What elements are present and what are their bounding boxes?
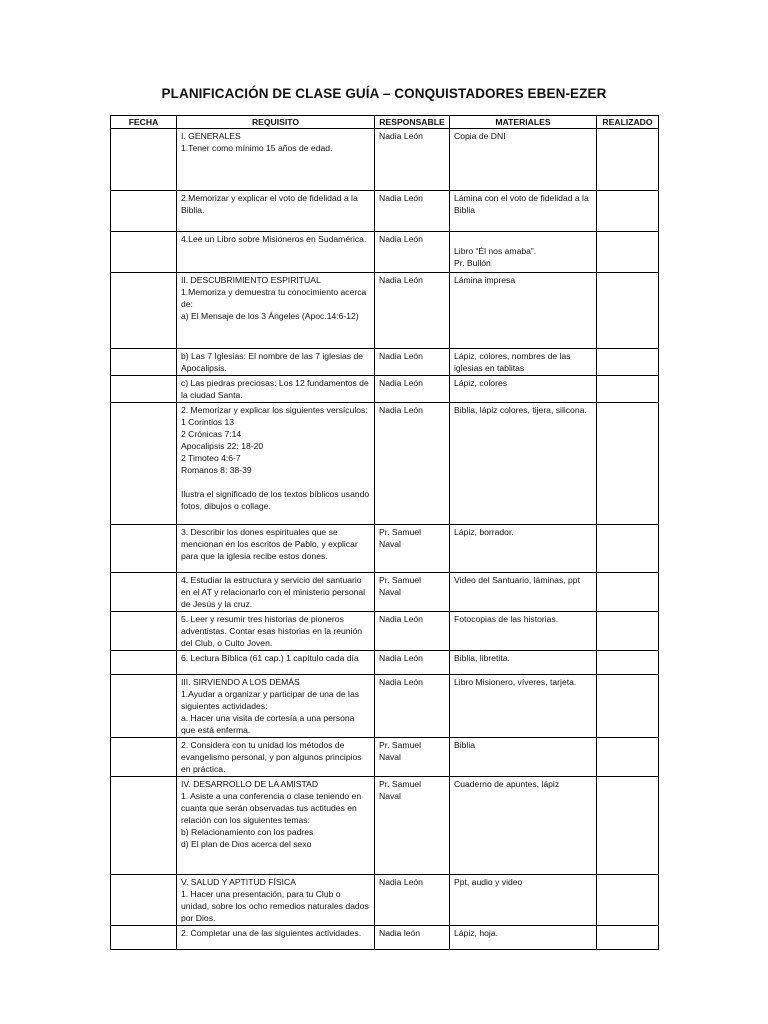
cell-fecha [111,273,177,349]
cell-requisito: V. SALUD Y APTITUD FÍSICA 1. Hacer una presentación, para tu Club o unidad, sobre los ocho remedios naturales dados por Dios. [177,875,375,926]
header-materiales: MATERIALES [450,116,597,129]
cell-requisito: 2. Memorizar y explicar los siguientes versículos: 1 Corintios 13 2 Crónicas 7:14 Apocalipsis 22: 18-20 2 Timoteo 4:6-7 Romanos 8: 38-39 Ilustra el significado de los textos bíblicos usando fotos, dibujos o collage. [177,403,375,525]
cell-fecha [111,191,177,232]
cell-requisito: 2.Memorizar y explicar el voto de fidelidad a la Biblia. [177,191,375,232]
cell-materiales: Biblia [450,738,597,777]
cell-requisito: c) Las piedras preciosas: Los 12 fundamentos de la ciudad Santa. [177,376,375,403]
cell-requisito: b) Las 7 Iglesias: El nombre de las 7 iglesias de Apocalipsis. [177,349,375,376]
cell-materiales: Lápiz, colores, nombres de las iglesias en tablitas [450,349,597,376]
cell-responsable: Pr. Samuel Naval [375,738,450,777]
cell-responsable: Nadia León [375,675,450,738]
cell-responsable: Nadia León [375,875,450,926]
table-row [111,675,659,738]
cell-realizado [597,403,659,525]
cell-materiales: Cuaderno de apuntes, lápiz [450,777,597,875]
cell-responsable: Nadia León [375,403,450,525]
cell-responsable: Nadia León [375,651,450,675]
cell-materiales: Libro Misionero, víveres, tarjeta. [450,675,597,738]
cell-fecha [111,612,177,651]
cell-requisito: I. GENERALES 1.Tener como mínimo 15 años de edad. [177,129,375,191]
cell-materiales: Copia de DNI [450,129,597,191]
cell-requisito: 4. Estudiar la estructura y servicio del santuario en el AT y relacionarlo con el ministerio personal de Jesús y la cruz. [177,573,375,612]
cell-fecha [111,349,177,376]
cell-realizado [597,651,659,675]
cell-responsable: Nadia León [375,273,450,349]
table-row [111,875,659,926]
cell-realizado [597,573,659,612]
cell-realizado [597,738,659,777]
cell-fecha [111,403,177,525]
table-row [111,129,659,191]
cell-materiales: Lápiz, hoja. [450,926,597,950]
planning-table [110,115,659,950]
cell-responsable: Nadia León [375,232,450,273]
cell-realizado [597,273,659,349]
cell-fecha [111,651,177,675]
table-row [111,273,659,349]
cell-responsable: Nadia León [375,349,450,376]
cell-materiales: Video del Santuario, láminas, ppt [450,573,597,612]
header-responsable: RESPONSABLE [375,116,450,129]
table-row [111,232,659,273]
cell-responsable: Nadia León [375,129,450,191]
cell-realizado [597,232,659,273]
table-row [111,376,659,403]
cell-fecha [111,376,177,403]
header-requisito: REQUISITO [177,116,375,129]
cell-realizado [597,612,659,651]
cell-realizado [597,875,659,926]
cell-materiales: Fotocopias de las historias. [450,612,597,651]
cell-realizado [597,525,659,573]
cell-responsable: Nadia León [375,191,450,232]
cell-materiales: Biblia, libretita. [450,651,597,675]
table-row [111,777,659,875]
table-row [111,738,659,777]
cell-responsable: Pr. Samuel Naval [375,777,450,875]
cell-requisito: 3. Describir los dones espirituales que se mencionan en los escritos de Pablo, y explicar para que la iglesia recibe estos dones. [177,525,375,573]
cell-materiales: Lámina impresa [450,273,597,349]
cell-materiales: Ppt, audio y video [450,875,597,926]
table-row [111,403,659,525]
cell-responsable: Nadia León [375,376,450,403]
table-row [111,191,659,232]
document-title: PLANIFICACIÓN DE CLASE GUÍA – CONQUISTADORES EBEN-EZER [161,86,607,101]
cell-requisito: III. SIRVIENDO A LOS DEMÁS 1.Ayudar a organizar y participar de una de las siguientes actividades: a. Hacer una visita de cortesía a una persona que está enferma. [177,675,375,738]
cell-fecha [111,738,177,777]
table-row [111,651,659,675]
cell-responsable: Nadia León [375,612,450,651]
table-row [111,525,659,573]
cell-fecha [111,777,177,875]
header-realizado: REALIZADO [597,116,659,129]
cell-responsable: Pr. Samuel Naval [375,573,450,612]
cell-responsable: Pr. Samuel Naval [375,525,450,573]
cell-fecha [111,573,177,612]
cell-realizado [597,376,659,403]
cell-fecha [111,926,177,950]
cell-requisito: 2. Considera con tu unidad los métodos de evangelismo personal, y pon algunos principios en práctica. [177,738,375,777]
cell-fecha [111,232,177,273]
table-header-row [111,116,659,129]
cell-materiales: Lápiz, colores [450,376,597,403]
cell-realizado [597,777,659,875]
cell-requisito: II. DESCUBRIMIENTO ESPIRITUAL 1.Memoriza y demuestra tu conocimiento acerca de: a) El Mensaje de los 3 Ángeles (Apoc.14:6-12) [177,273,375,349]
cell-realizado [597,675,659,738]
table-row [111,349,659,376]
cell-fecha [111,129,177,191]
cell-fecha [111,675,177,738]
cell-responsable: Nadia león [375,926,450,950]
cell-materiales: Libro “Él nos amaba”. Pr. Bullón [450,232,597,273]
cell-realizado [597,191,659,232]
cell-requisito: 2. Completar una de las siguientes actividades. [177,926,375,950]
cell-fecha [111,525,177,573]
cell-materiales: Biblia, lápiz colores, tijera, silicona. [450,403,597,525]
table-row [111,926,659,950]
cell-realizado [597,129,659,191]
cell-requisito: 5. Leer y resumir tres historias de pioneros adventistas. Contar esas historias en la reunión del Club, o Culto Joven. [177,612,375,651]
cell-requisito: 6. Lectura Bíblica (61 cap.) 1 capítulo cada día [177,651,375,675]
cell-realizado [597,926,659,950]
table-row [111,612,659,651]
table-row [111,573,659,612]
cell-materiales: Lámina con el voto de fidelidad a la Biblia [450,191,597,232]
header-fecha: FECHA [111,116,177,129]
cell-realizado [597,349,659,376]
cell-requisito: 4.Lee un Libro sobre Misioneros en Sudamérica. [177,232,375,273]
cell-materiales: Lápiz, borrador. [450,525,597,573]
cell-requisito: IV. DESARROLLO DE LA AMISTAD 1. Asiste a una conferencia o clase teniendo en cuanta que serán observadas tus actitudes en relación con los siguientes temas: b) Relacionamiento con los padres d) El plan de Dios acerca del sexo [177,777,375,875]
cell-fecha [111,875,177,926]
